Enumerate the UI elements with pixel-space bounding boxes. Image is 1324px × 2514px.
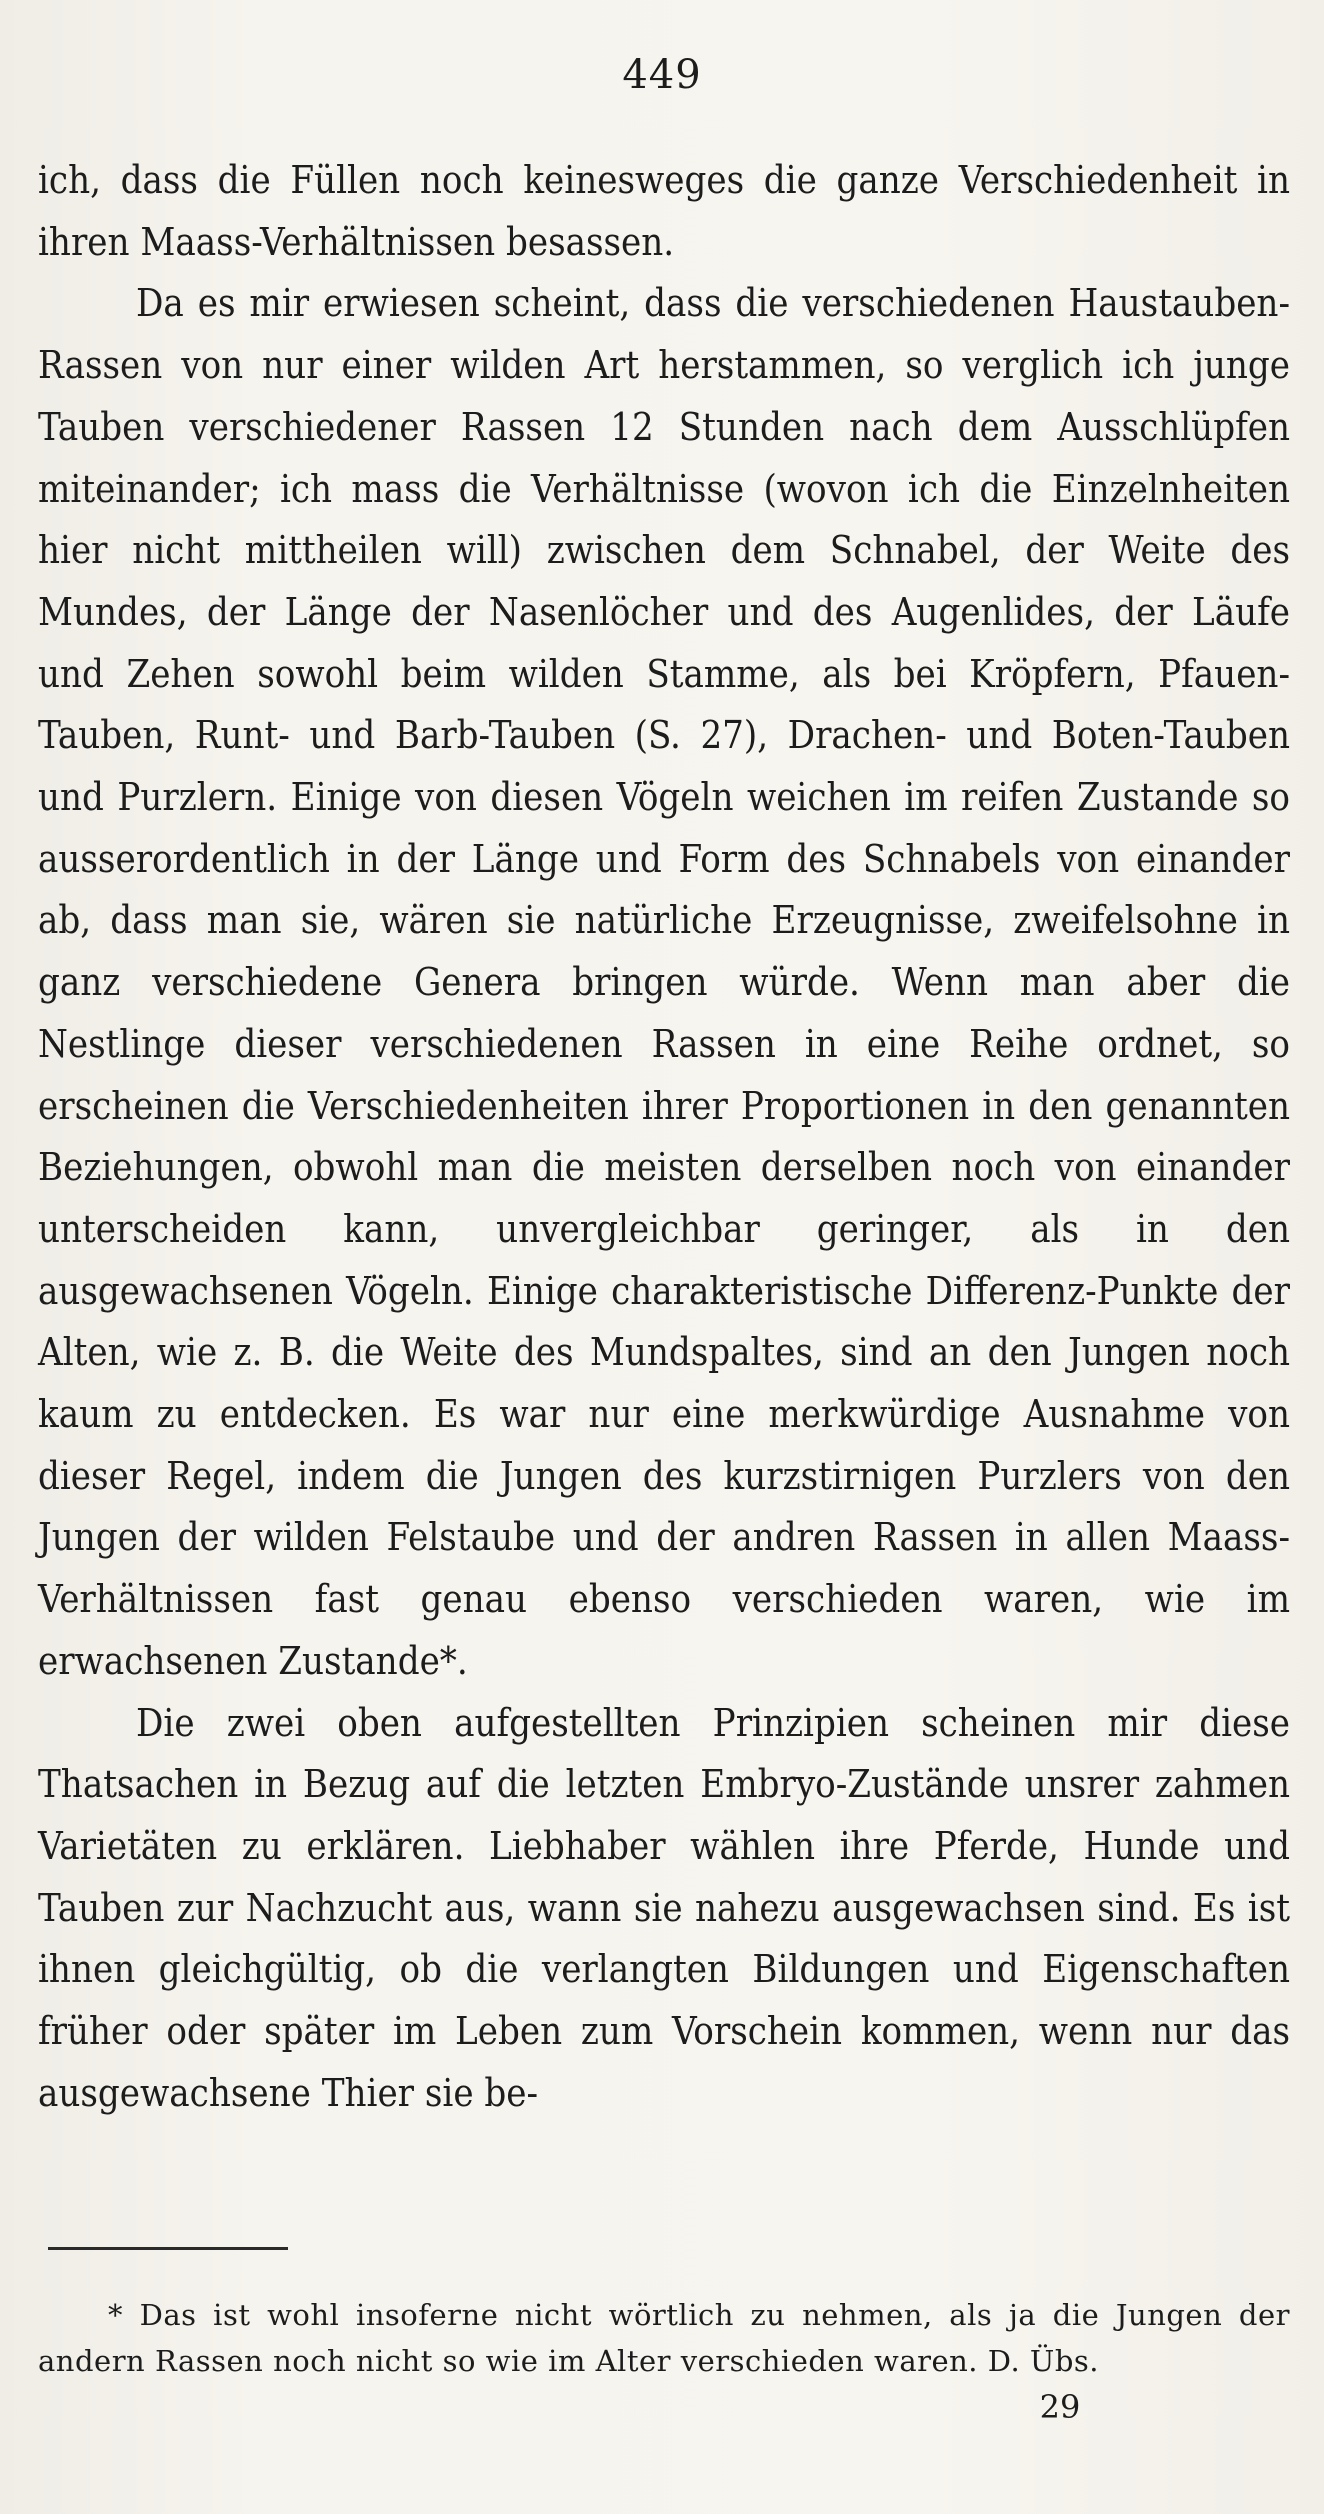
paragraph-pigeon-measurements: Da es mir erwiesen scheint, dass die verschiedenen Haustauben-Rassen von nur einer wilden Art herstammen, so verglich ich junge Tauben verschiedener Rassen 12 Stunden nach dem Ausschlüpfen miteinander; ich mass die Verhältnisse (wovon ich die Einzelnheiten hier nicht mittheilen will) zwischen dem Schnabel, der Weite des Mundes, der Länge der Nasenlöcher und des Augenlides, der Läufe und Zehen sowohl beim wilden Stamme, als bei Kröpfern, Pfauen-Tauben, Runt- und Barb-Tauben (S. 27), Drachen- und Boten-Tauben und Purzlern. Einige von diesen Vögeln weichen im reifen Zustande so ausserordentlich in der Länge und Form des Schnabels von einander ab, dass man sie, wären sie natürliche Erzeugnisse, zweifelsohne in ganz verschiedene Genera bringen würde. Wenn man aber die Nestlinge dieser verschiedenen Rassen in eine Reihe ordnet, so erscheinen die Verschiedenheiten ihrer Proportionen in den genannten Beziehungen, obwohl man die meisten derselben noch von einander unterscheiden kann, unvergleichbar geringer, als in den ausgewachsenen Vögeln. Einige charakteristische Differenz-Punkte der Alten, wie z. B. die Weite des Mundspaltes, sind an den Jungen noch kaum zu entdecken. Es war nur eine merkwürdige Ausnahme von dieser Regel, indem die Jungen des kurzstirnigen Purzlers von den Jungen der wilden Felstaube und der andren Rassen in allen Maass-Verhältnissen fast genau ebenso verschieden waren, wie im erwachsenen Zustande*. <box>38 281 1290 1683</box>
footnote <box>38 2292 1290 2384</box>
signature-mark: 29 <box>1039 2388 1081 2426</box>
paragraph-continuation: ich, dass die Füllen noch keinesweges die ganze Verschiedenheit in ihren Maass-Verhältnissen besassen. <box>38 158 1290 264</box>
paragraph-two-principles: Die zwei oben aufgestellten Prinzipien scheinen mir diese Thatsachen in Bezug auf die letzten Embryo-Zustände unsrer zahmen Varietäten zu erklären. Liebhaber wählen ihre Pferde, Hunde und Tauben zur Nachzucht aus, wann sie nahezu ausgewachsen sind. Es ist ihnen gleichgültig, ob die verlangten Bildungen und Eigenschaften früher oder später im Leben zum Vorschein kommen, wenn nur das ausgewachsene Thier sie be- <box>38 1700 1290 2115</box>
footnote-text: * Das ist wohl insoferne nicht wörtlich zu nehmen, als ja die Jungen der andern Rassen noch nicht so wie im Alter verschieden waren. D. Übs. <box>38 2298 1290 2378</box>
body-text <box>38 150 1290 2125</box>
page-number: 449 <box>622 52 702 98</box>
footnote-divider <box>48 2247 288 2250</box>
